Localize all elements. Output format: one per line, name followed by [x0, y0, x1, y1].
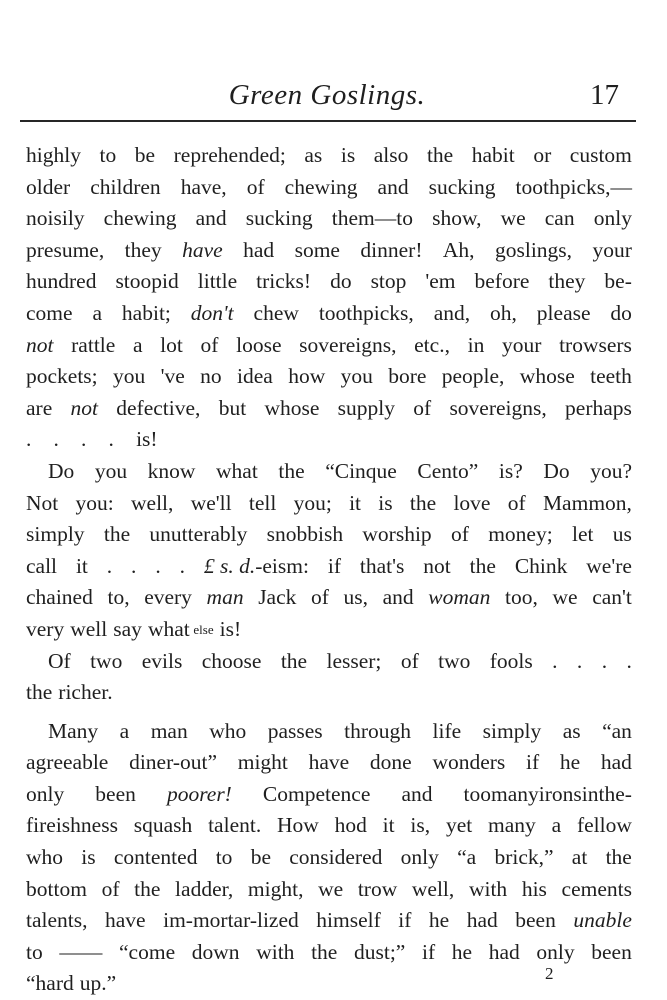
word: stop: [370, 269, 407, 294]
italic-word: not: [70, 395, 98, 420]
word: call: [26, 553, 58, 578]
word: “Cinque: [325, 458, 397, 483]
word: are: [26, 395, 53, 420]
word: unutterably: [149, 522, 248, 547]
word: presume,: [26, 237, 105, 262]
word: he: [451, 939, 473, 964]
ellipsis-dot: .: [552, 648, 558, 673]
word: as: [304, 143, 323, 167]
word: us: [612, 522, 632, 547]
word: that's: [359, 553, 405, 578]
word: “hard: [26, 971, 74, 996]
word: evils: [141, 648, 183, 673]
word: Cento”: [417, 458, 479, 483]
word: considered: [289, 845, 383, 870]
word: a: [92, 300, 103, 325]
word: them—to: [331, 206, 413, 231]
word: tricks!: [256, 269, 312, 294]
ellipsis-dot: .: [81, 427, 87, 452]
word: we: [552, 585, 578, 610]
word: too,: [505, 585, 538, 610]
word: 'em: [425, 269, 456, 294]
ellipsis-dot: .: [106, 553, 113, 578]
word: Many: [48, 718, 99, 743]
word: is?: [498, 458, 523, 483]
word: in: [467, 332, 485, 357]
word: had: [488, 939, 520, 964]
word: dinner!: [360, 237, 423, 262]
page-number: 17: [590, 79, 619, 111]
word: simply: [26, 522, 85, 547]
word: ladder,: [175, 876, 234, 901]
ellipsis-dot: .: [626, 648, 632, 673]
word: diner-out”: [129, 750, 217, 775]
text-line: [26, 582, 632, 614]
word: to: [26, 939, 43, 964]
word: only: [26, 781, 65, 806]
word: sucking: [428, 174, 496, 199]
word: had: [243, 237, 275, 262]
word: have,: [180, 174, 227, 199]
word: chewing: [284, 174, 358, 199]
word: Not: [26, 490, 59, 515]
text-line: [26, 905, 632, 937]
pound-sign: £: [203, 553, 215, 578]
word: do: [610, 300, 632, 325]
word: as: [562, 718, 581, 743]
word: been: [515, 908, 556, 933]
word: you: [94, 458, 128, 483]
word: loose: [236, 332, 282, 357]
word: but: [218, 395, 247, 420]
word: say: [113, 616, 142, 641]
word: of: [507, 490, 526, 515]
word: trowsers: [559, 332, 632, 357]
header-rule: [20, 120, 636, 122]
word: we're: [586, 553, 632, 578]
word: the: [426, 143, 454, 167]
text-line: [26, 266, 632, 298]
word: you: [340, 364, 373, 389]
word: two: [438, 648, 471, 673]
text-line: [26, 677, 632, 709]
word: well,: [131, 490, 174, 515]
word: talent.: [208, 813, 262, 838]
word: fireishness: [26, 813, 118, 838]
word: also: [373, 143, 409, 167]
word: toothpicks,—: [515, 174, 632, 199]
word: how: [288, 364, 326, 389]
word: they: [548, 269, 586, 294]
word: well: [70, 616, 108, 641]
word: toomanyironsinthe-: [463, 781, 632, 806]
word: it: [75, 553, 88, 578]
ellipsis-dot: .: [155, 553, 161, 578]
word: highly: [26, 143, 81, 167]
word: they: [124, 237, 162, 262]
word: Chink: [514, 553, 568, 578]
word: a: [551, 813, 562, 838]
word: How: [277, 813, 319, 838]
word: and: [401, 781, 433, 806]
word: the: [605, 845, 632, 870]
word: what: [147, 616, 190, 641]
word: brick,”: [494, 845, 554, 870]
text-line: [26, 937, 632, 969]
word: at: [571, 845, 588, 870]
word: life: [432, 718, 462, 743]
word: man: [150, 718, 188, 743]
italic-word: man: [206, 585, 244, 610]
word: the: [278, 458, 305, 483]
word: two: [90, 648, 123, 673]
word: chained: [26, 585, 93, 610]
text-line: [26, 810, 632, 842]
italic-word: don't: [190, 300, 234, 325]
word: Do: [48, 458, 75, 483]
word: of: [400, 648, 419, 673]
word: with: [256, 939, 295, 964]
text-line: [26, 519, 632, 551]
word: chew: [253, 300, 299, 325]
word: us,: [343, 585, 369, 610]
word: simply: [482, 718, 542, 743]
italic-word: s.: [219, 553, 234, 578]
text-line: [26, 235, 632, 267]
word: we'll: [190, 490, 232, 515]
word: be: [134, 143, 156, 167]
word: reprehended;: [173, 143, 286, 167]
word: of: [101, 876, 120, 901]
word: chewing: [103, 206, 177, 231]
word: your: [502, 332, 542, 357]
italic-word: not: [26, 332, 54, 357]
word: yet: [445, 813, 473, 838]
word: “an: [602, 718, 632, 743]
word: if: [526, 750, 540, 775]
word: every: [144, 585, 192, 610]
ellipsis-dot: .: [108, 427, 114, 452]
word: what: [216, 458, 258, 483]
word: it: [349, 490, 362, 515]
word: teeth: [590, 364, 632, 389]
ellipsis-dot: .: [576, 648, 583, 673]
word: supply: [337, 395, 395, 420]
word: come: [26, 300, 73, 325]
word: contented: [113, 845, 198, 870]
word: dust;”: [353, 939, 406, 964]
signature-mark: 2: [545, 964, 554, 983]
word: toothpicks,: [318, 300, 414, 325]
text-line: [26, 646, 632, 678]
word: who: [209, 718, 247, 743]
word: defective,: [116, 395, 201, 420]
word: if: [421, 939, 436, 964]
word: goslings,: [494, 237, 573, 262]
ellipsis-dot: .: [601, 648, 608, 673]
word: have: [105, 908, 146, 933]
word: Of: [48, 648, 71, 673]
word: and: [195, 206, 227, 231]
word: fools: [489, 648, 533, 673]
word: some: [294, 237, 340, 262]
italic-word: have: [182, 237, 223, 262]
word: richer.: [58, 680, 113, 705]
word: tell: [248, 490, 277, 515]
text-line: [26, 393, 632, 425]
text-line: [26, 203, 632, 235]
italic-word: unable: [573, 908, 632, 933]
word: idea: [237, 364, 273, 389]
ellipsis-dot: .: [179, 553, 185, 578]
word: please: [536, 300, 591, 325]
word: had: [466, 908, 498, 933]
word: a: [132, 332, 143, 357]
word: is!: [219, 616, 242, 641]
word: and: [377, 174, 409, 199]
text-line: [26, 716, 632, 748]
word: wonders: [432, 750, 506, 775]
word: had: [600, 750, 632, 775]
word: lot: [160, 332, 183, 357]
word: your: [592, 237, 632, 262]
word: himself: [316, 908, 381, 933]
word: etc.,: [414, 332, 450, 357]
word: done: [369, 750, 412, 775]
word: Competence: [262, 781, 371, 806]
word: the: [311, 939, 338, 964]
word: only: [400, 845, 439, 870]
word: no: [200, 364, 222, 389]
word: rattle: [71, 332, 116, 357]
word: be: [250, 845, 271, 870]
word: oh,: [490, 300, 517, 325]
word: you: [113, 364, 146, 389]
word: the: [103, 522, 131, 547]
word: well,: [411, 876, 455, 901]
word: Ah,: [442, 237, 475, 262]
word: “come: [119, 939, 176, 964]
word: habit: [471, 143, 515, 167]
word: Mammon,: [542, 490, 632, 515]
word: the: [280, 648, 308, 673]
word: it: [382, 813, 395, 838]
word: might,: [247, 876, 304, 901]
word: before: [474, 269, 530, 294]
word: love: [453, 490, 491, 515]
word: you:: [75, 490, 114, 515]
word: whose: [519, 364, 575, 389]
word: his: [521, 876, 547, 901]
word: do: [330, 269, 352, 294]
word: a: [119, 718, 130, 743]
word: worship: [362, 522, 432, 547]
italic-word: woman: [428, 585, 491, 610]
ellipsis-dot: .: [131, 553, 137, 578]
word: might: [237, 750, 288, 775]
word: fellow: [576, 813, 632, 838]
word: agreeable: [26, 750, 109, 775]
word: snobbish: [266, 522, 344, 547]
word: up.”: [79, 971, 117, 996]
word: only: [593, 206, 632, 231]
word: ——: [59, 939, 103, 964]
text-line: [26, 172, 632, 204]
word: custom: [569, 143, 632, 167]
running-title: Green Goslings.: [228, 79, 426, 111]
word: sovereigns,: [299, 332, 397, 357]
word: the: [469, 553, 496, 578]
word: bore: [388, 364, 427, 389]
paragraph-gap: [26, 709, 632, 716]
word: with: [468, 876, 508, 901]
word: choose: [201, 648, 262, 673]
word: who: [26, 845, 64, 870]
body-text: [26, 140, 632, 1000]
text-line: [26, 779, 632, 811]
text-line: [26, 614, 632, 646]
word: passes: [267, 718, 323, 743]
ellipsis-dot: .: [26, 427, 32, 452]
text-line: [26, 551, 632, 583]
word: can't: [592, 585, 632, 610]
currency-abbreviation: [204, 551, 309, 583]
italic-word: d.: [239, 553, 256, 578]
word: is: [81, 845, 96, 870]
word: been: [95, 781, 136, 806]
word: is: [340, 143, 356, 167]
word: the: [26, 680, 53, 705]
word: of: [311, 585, 329, 610]
word: of: [413, 395, 432, 420]
word: perhaps: [565, 395, 632, 420]
word: Jack: [258, 585, 297, 610]
text-line: [26, 424, 632, 456]
word: you?: [590, 458, 632, 483]
word: little: [197, 269, 238, 294]
word: or: [533, 143, 552, 167]
text-line: [26, 488, 632, 520]
word: only: [536, 939, 575, 964]
word: bottom: [26, 876, 87, 901]
word: children: [90, 174, 161, 199]
word: not: [423, 553, 451, 578]
text-line: [26, 361, 632, 393]
italic-word: poorer!: [166, 781, 232, 806]
word: sovereigns,: [449, 395, 547, 420]
word: habit;: [121, 300, 171, 325]
word: older: [26, 174, 71, 199]
word: and: [382, 585, 414, 610]
word: Do: [543, 458, 570, 483]
word: you;: [293, 490, 332, 515]
word: squash: [133, 813, 193, 838]
word: im-mortar-lized: [163, 908, 299, 933]
word: people,: [441, 364, 505, 389]
text-line: [26, 298, 632, 330]
word: have: [308, 750, 350, 775]
word: if: [327, 553, 341, 578]
word: and,: [433, 300, 471, 325]
word: -eism:: [255, 553, 309, 578]
text-line: [26, 140, 632, 172]
word: hod: [334, 813, 367, 838]
word: hundred: [26, 269, 97, 294]
word: the: [134, 876, 161, 901]
word: is,: [410, 813, 431, 838]
word: through: [344, 718, 412, 743]
text-line: [26, 968, 632, 1000]
word: talents,: [26, 908, 88, 933]
word: to,: [107, 585, 130, 610]
word: show,: [432, 206, 482, 231]
text-line: [26, 874, 632, 906]
word: he: [559, 750, 581, 775]
text-line: [26, 330, 632, 362]
running-head: [0, 78, 667, 118]
word: to: [215, 845, 233, 870]
word: he: [428, 908, 450, 933]
text-line: [26, 747, 632, 779]
word: can: [544, 206, 575, 231]
word: of: [246, 174, 265, 199]
word: cements: [561, 876, 632, 901]
word: 've: [160, 364, 185, 389]
ellipsis-dot: .: [53, 427, 59, 452]
word: very: [26, 616, 65, 641]
word: stoopid: [115, 269, 179, 294]
word: the: [409, 490, 437, 515]
word: let: [572, 522, 594, 547]
word: know: [147, 458, 196, 483]
word: lesser;: [326, 648, 382, 673]
word: sucking: [245, 206, 313, 231]
word: is: [378, 490, 393, 515]
word: money;: [488, 522, 553, 547]
word: be-: [604, 269, 632, 294]
word: if: [398, 908, 412, 933]
word: of: [450, 522, 469, 547]
word: pockets;: [26, 364, 98, 389]
word: is!: [136, 427, 158, 452]
word: of: [200, 332, 219, 357]
text-line: [26, 456, 632, 488]
word: we: [318, 876, 344, 901]
word: trow: [357, 876, 398, 901]
word: been: [591, 939, 632, 964]
word: we: [500, 206, 526, 231]
word: “a: [457, 845, 477, 870]
word: to: [99, 143, 117, 167]
word: many: [488, 813, 536, 838]
word: down: [191, 939, 240, 964]
small-word-else: else: [193, 621, 214, 637]
text-line: [26, 842, 632, 874]
word: noisily: [26, 206, 85, 231]
word: whose: [264, 395, 320, 420]
